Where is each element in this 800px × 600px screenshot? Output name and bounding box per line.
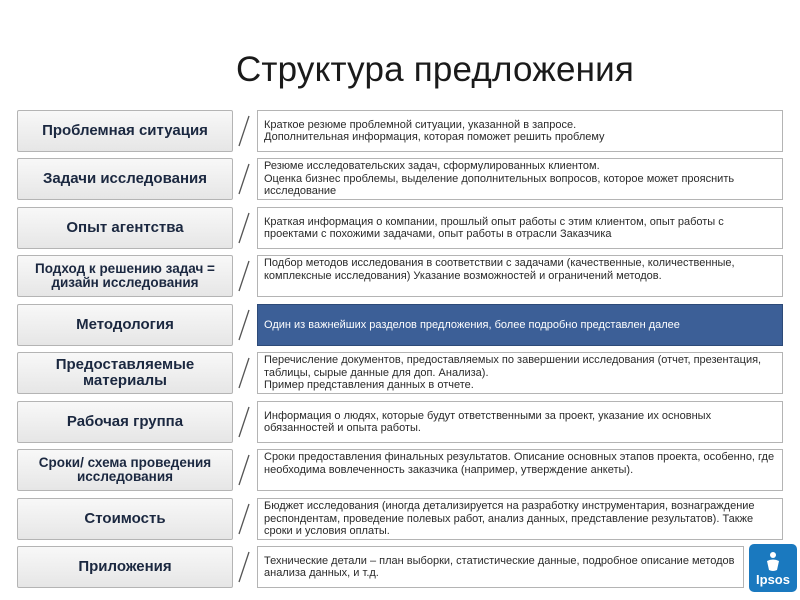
logo-mark-icon xyxy=(763,550,783,572)
row-problem-situation xyxy=(0,110,800,154)
row-description xyxy=(257,255,783,297)
row-description-highlighted xyxy=(257,304,783,346)
logo-text: Ipsos xyxy=(756,572,790,587)
row-description xyxy=(257,352,783,394)
row-deliverables xyxy=(0,352,800,396)
page-title: Структура предложения xyxy=(235,50,635,89)
slash-divider-icon xyxy=(238,257,250,295)
row-label: Методология xyxy=(17,304,233,346)
row-agency-experience xyxy=(0,207,800,251)
row-description-text: Резюме исследовательских задач, сформулированных клиентом. Оценка бизнес проблемы, выделение дополнительных вопросов, которое может прояснить исследование xyxy=(264,160,735,197)
row-label: Рабочая группа xyxy=(17,401,233,443)
row-description-text: Краткое резюме проблемной ситуации, указанной в запросе. Дополнительная информация, которая поможет решить проблему xyxy=(264,118,605,143)
row-description-text: Краткая информация о компании, прошлый опыт работы с этим клиентом, опыт работы с проектами с похожими задачами, опыт работы в отрасли Заказчика xyxy=(264,215,724,240)
row-work-group xyxy=(0,401,800,445)
slash-divider-icon xyxy=(238,548,250,586)
row-cost xyxy=(0,498,800,542)
slash-divider-icon xyxy=(238,451,250,489)
row-label: Задачи исследования xyxy=(17,158,233,200)
row-description-text: Сроки предоставления финальных результатов. Описание основных этапов проекта, особенно, где необходима вовлеченность заказчика (например, утверждение анкеты). xyxy=(264,451,775,476)
row-label: Приложения xyxy=(17,546,233,588)
row-label: Подход к решению задач = дизайн исследования xyxy=(17,255,233,297)
row-appendices xyxy=(0,546,800,590)
row-description-text: Технические детали – план выборки, статистические данные, подробное описание методов анализа данных, и т.д. xyxy=(264,554,735,579)
row-timeline xyxy=(0,449,800,493)
row-label: Предоставляемые материалы xyxy=(17,352,233,394)
row-description xyxy=(257,449,783,491)
row-methodology xyxy=(0,304,800,348)
row-label: Опыт агентства xyxy=(17,207,233,249)
slash-divider-icon xyxy=(238,354,250,392)
slash-divider-icon xyxy=(238,306,250,344)
row-label: Стоимость xyxy=(17,498,233,540)
row-description-text: Бюджет исследования (иногда детализируется на разработку инструментария, вознаграждение респондентам, проведение полевых работ, анализ данных, представление результатов). Также сроки и условия оплаты. xyxy=(264,500,755,537)
row-label: Проблемная ситуация xyxy=(17,110,233,152)
row-description-text: Подбор методов исследования в соответствии с задачами (качественные, количественные, комплексные исследования) Указание возможностей и ограничений методов. xyxy=(264,257,735,282)
slash-divider-icon xyxy=(238,209,250,247)
row-description xyxy=(257,110,783,152)
ipsos-logo xyxy=(749,544,797,592)
row-description xyxy=(257,498,783,540)
slash-divider-icon xyxy=(238,160,250,198)
row-description xyxy=(257,546,744,588)
row-description xyxy=(257,158,783,200)
row-description-text: Перечисление документов, предоставляемых по завершении исследования (отчет, презентация, таблицы, сырые данные для доп. Анализа). Пример представления данных в отчете. xyxy=(264,354,762,391)
slash-divider-icon xyxy=(238,112,250,150)
row-approach xyxy=(0,255,800,299)
row-description-text: Один из важнейших разделов предложения, более подробно представлен далее xyxy=(264,318,680,331)
row-label: Сроки/ схема проведения исследования xyxy=(17,449,233,491)
slash-divider-icon xyxy=(238,500,250,538)
row-description-text: Информация о людях, которые будут ответственными за проект, указание их основных обязанностей и опыта работы. xyxy=(264,409,712,434)
slash-divider-icon xyxy=(238,403,250,441)
row-research-tasks xyxy=(0,158,800,202)
row-description xyxy=(257,207,783,249)
row-description xyxy=(257,401,783,443)
